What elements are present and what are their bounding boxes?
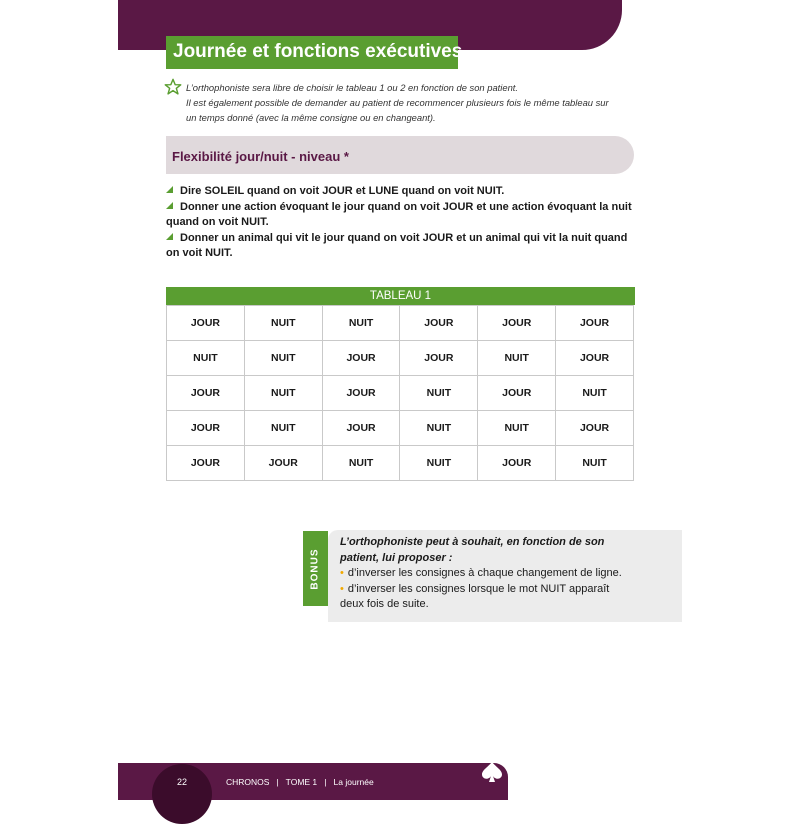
instruction-item	[166, 231, 636, 262]
section-header	[166, 136, 634, 174]
table-cell: JOUR	[556, 341, 634, 376]
table-cell: JOUR	[556, 306, 634, 341]
bullet-icon: •	[340, 582, 344, 595]
table-cell: NUIT	[556, 376, 634, 411]
table-row	[167, 446, 634, 481]
table-cell: JOUR	[478, 446, 556, 481]
bonus-item	[340, 582, 670, 598]
intro-line: un temps donné (avec la même consigne ou en changeant).	[186, 112, 436, 124]
table-cell: NUIT	[167, 341, 245, 376]
table-cell: NUIT	[244, 376, 322, 411]
table-row	[167, 411, 634, 446]
table-row	[167, 306, 634, 341]
page-title: Journée et fonctions exécutives	[173, 41, 463, 62]
bonus-label: BONUS	[309, 548, 321, 590]
day-night-table	[166, 305, 634, 481]
table-cell: JOUR	[167, 411, 245, 446]
table-cell: JOUR	[167, 376, 245, 411]
table-cell: NUIT	[322, 446, 400, 481]
intro-line: Il est également possible de demander au patient de recommencer plusieurs fois le même tableau sur	[186, 97, 609, 109]
bonus-tab	[303, 531, 328, 606]
spade-icon	[481, 760, 503, 784]
table-cell: JOUR	[322, 376, 400, 411]
triangle-bullet-icon	[166, 186, 173, 193]
intro-text	[186, 80, 656, 126]
table-cell: JOUR	[556, 411, 634, 446]
bonus-heading: L’orthophoniste peut à souhait, en fonction de son	[340, 536, 605, 548]
footer-text: CHRONOS | TOME 1 | La journée	[226, 777, 374, 787]
table-cell: NUIT	[400, 446, 478, 481]
star-icon	[164, 78, 182, 96]
triangle-bullet-icon	[166, 233, 173, 240]
table-row	[167, 376, 634, 411]
intro-line: L’orthophoniste sera libre de choisir le tableau 1 ou 2 en fonction de son patient.	[186, 82, 518, 93]
table-row	[167, 341, 634, 376]
table-cell: JOUR	[322, 341, 400, 376]
table-cell: JOUR	[400, 341, 478, 376]
table-cell: NUIT	[322, 306, 400, 341]
table-cell: JOUR	[244, 446, 322, 481]
table-cell: NUIT	[400, 376, 478, 411]
table-cell: JOUR	[400, 306, 478, 341]
bonus-item-text: d’inverser les consignes à chaque changement de ligne.	[347, 567, 622, 579]
table-cell: NUIT	[556, 446, 634, 481]
bonus-item-continuation: deux fois de suite.	[340, 598, 429, 610]
section-title: Flexibilité jour/nuit - niveau *	[172, 149, 349, 164]
triangle-bullet-icon	[166, 202, 173, 209]
instruction-text: Donner un animal qui vit le jour quand on voit JOUR et un animal qui vit la nuit quand on voit NUIT.	[166, 231, 628, 259]
table-cell: JOUR	[322, 411, 400, 446]
table-cell: NUIT	[244, 306, 322, 341]
table-cell: NUIT	[244, 341, 322, 376]
bullet-icon: •	[340, 567, 344, 579]
instruction-list	[166, 184, 636, 262]
table-cell: NUIT	[244, 411, 322, 446]
bonus-item	[340, 566, 670, 582]
page-title-box	[166, 36, 463, 69]
page-number: 22	[176, 777, 187, 787]
table-cell: JOUR	[478, 306, 556, 341]
bonus-heading: patient, lui proposer :	[340, 551, 453, 564]
instruction-text: Dire SOLEIL quand on voit JOUR et LUNE quand on voit NUIT.	[180, 185, 505, 197]
bonus-content	[340, 535, 670, 613]
table-cell: JOUR	[478, 376, 556, 411]
table-cell: JOUR	[167, 306, 245, 341]
table-cell: JOUR	[167, 446, 245, 481]
table-title: TABLEAU 1	[166, 287, 635, 305]
bonus-item-text: d’inverser les consignes lorsque le mot NUIT apparaît	[347, 582, 610, 595]
instruction-text: Donner une action évoquant le jour quand on voit JOUR et une action évoquant la nuit quand on voit NUIT.	[166, 200, 632, 228]
table-cell: NUIT	[400, 411, 478, 446]
table-cell: NUIT	[478, 411, 556, 446]
table-cell: NUIT	[478, 341, 556, 376]
instruction-item	[166, 200, 636, 231]
page-number-circle	[152, 764, 212, 824]
instruction-item	[166, 184, 636, 200]
